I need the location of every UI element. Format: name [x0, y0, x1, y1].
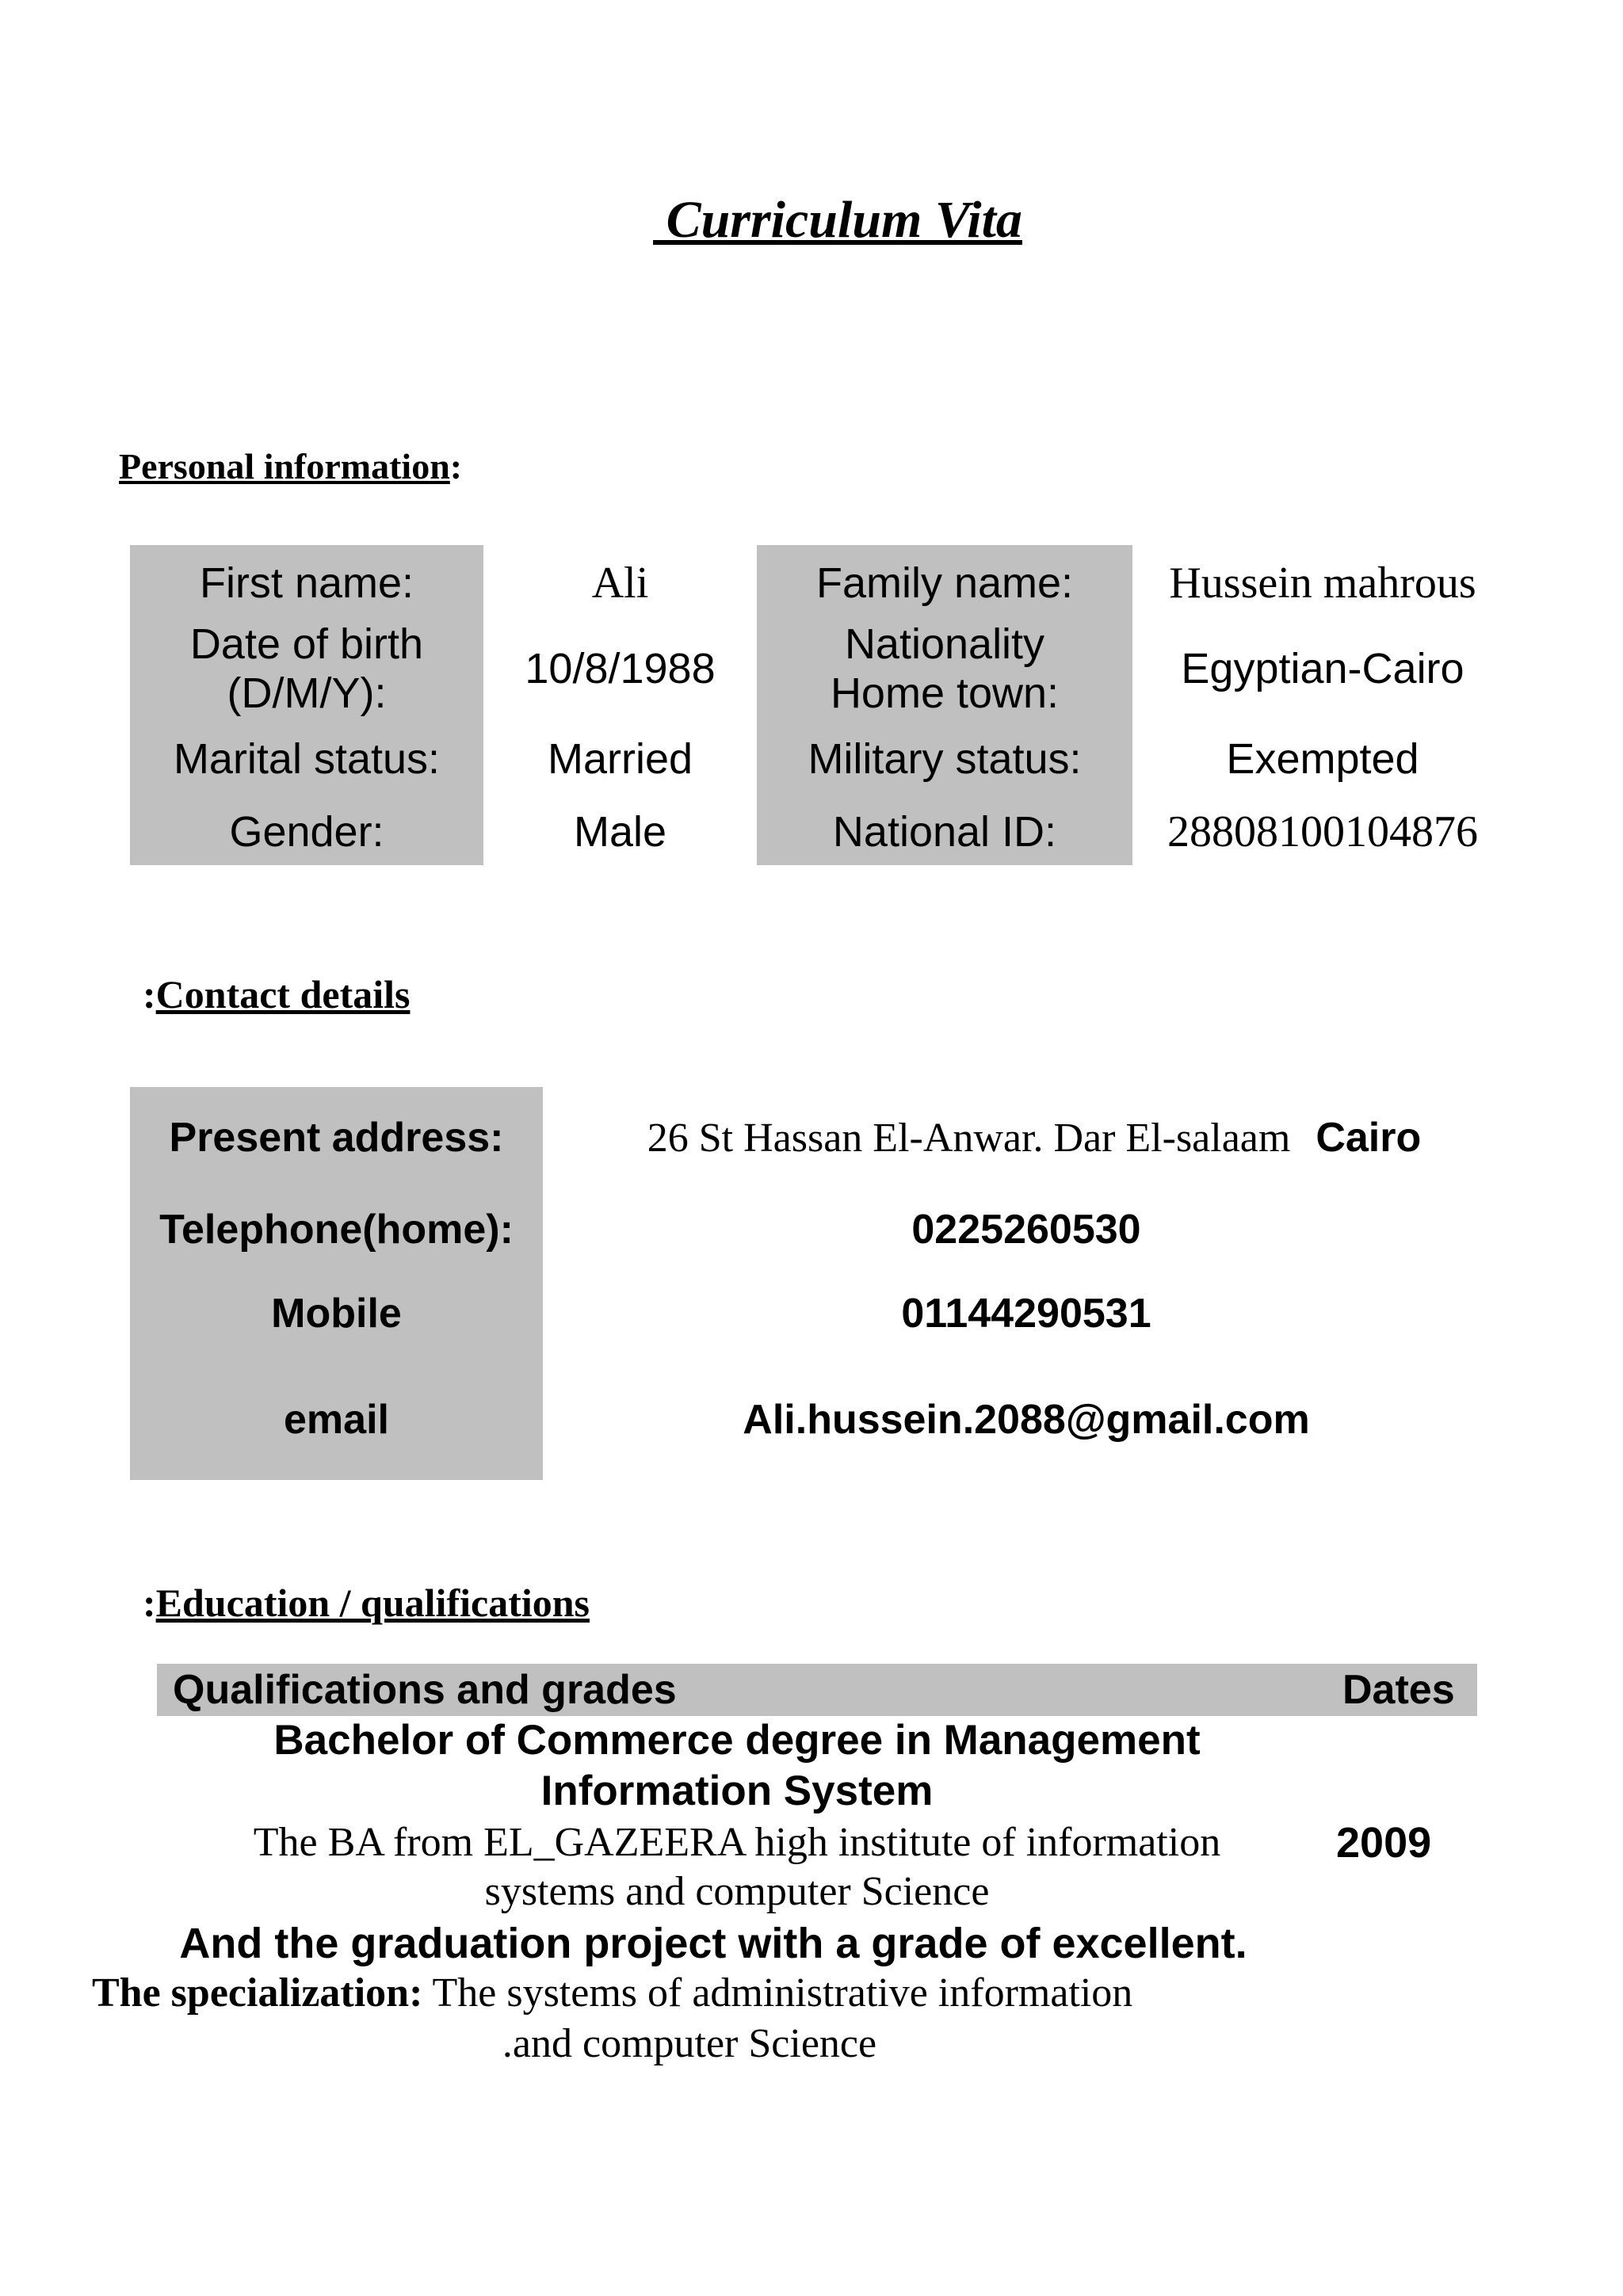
institute-line-1: The BA from EL_GAZEERA high institute of information	[253, 1820, 1221, 1865]
gender-label: Gender:	[229, 807, 384, 856]
military-status-label: Military status:	[808, 734, 1082, 783]
military-status-value: Exempted	[1226, 734, 1419, 783]
qualifications-column-header: Qualifications and grades	[173, 1667, 677, 1713]
present-address-city: Cairo	[1316, 1115, 1422, 1161]
mobile-label: Mobile	[271, 1291, 402, 1337]
present-address-label: Present address:	[169, 1115, 504, 1161]
contact-heading-colon: :	[143, 972, 156, 1016]
nationality-label: Nationality Home town:	[830, 620, 1060, 717]
date-of-birth-label: Date of birth (D/M/Y):	[189, 620, 424, 717]
mobile-value: 01144290531	[901, 1291, 1151, 1337]
personal-info-heading-text: Personal information	[119, 446, 450, 486]
degree-line-1: Bachelor of Commerce degree in Management	[273, 1717, 1201, 1764]
present-address-value	[543, 1103, 1526, 1174]
specialization-label: The specialization:	[92, 1970, 423, 2016]
national-id-value: 28808100104876	[1167, 807, 1478, 856]
education-heading	[143, 1580, 590, 1626]
contact-details-heading	[143, 971, 410, 1017]
institute-line-2: systems and computer Science	[484, 1869, 990, 1914]
specialization-text: The systems of administrative information	[422, 1970, 1133, 2016]
telephone-home-value: 0225260530	[911, 1207, 1141, 1253]
marital-status-label: Marital status:	[173, 734, 441, 783]
marital-status-value: Married	[547, 734, 693, 783]
education-heading-colon: :	[143, 1581, 156, 1625]
personal-info-heading	[119, 445, 462, 487]
degree-line-2: Information System	[540, 1768, 934, 1814]
family-name-label: Family name:	[815, 559, 1074, 607]
education-heading-text: Education / qualifications	[155, 1581, 590, 1625]
first-name-value: Ali	[591, 558, 649, 608]
education-date: 2009	[1336, 1819, 1432, 1867]
date-of-birth-value: 10/8/1988	[525, 644, 716, 692]
telephone-home-label: Telephone(home):	[159, 1207, 514, 1253]
email-label: email	[284, 1397, 389, 1444]
email-value: Ali.hussein.2088@gmail.com	[743, 1397, 1310, 1444]
contact-heading-text: Contact details	[155, 972, 411, 1016]
graduation-project-line: And the graduation project with a grade of excellent.	[179, 1920, 1247, 1967]
document-title: Curriculum Vita	[653, 191, 1022, 249]
national-id-label: National ID:	[832, 807, 1057, 856]
first-name-label: First name:	[199, 559, 414, 607]
family-name-value: Hussein mahrous	[1169, 558, 1476, 608]
specialization-line-2: .and computer Science	[502, 2021, 877, 2066]
nationality-value: Egyptian-Cairo	[1181, 644, 1465, 692]
dates-column-header: Dates	[1342, 1667, 1455, 1713]
present-address-text: 26 St Hassan El-Anwar. Dar El-salaam	[647, 1116, 1291, 1161]
specialization-line	[92, 1968, 1132, 2019]
gender-value: Male	[573, 807, 667, 856]
personal-info-heading-colon: :	[449, 446, 463, 486]
